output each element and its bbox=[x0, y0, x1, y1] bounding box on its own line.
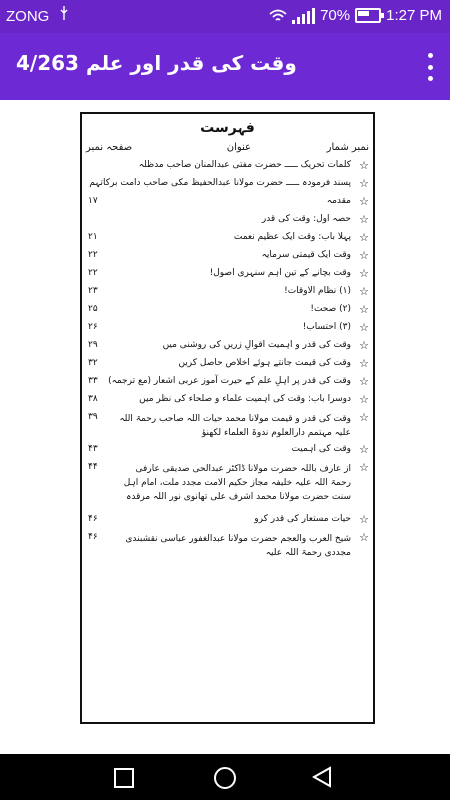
signal-icon bbox=[292, 8, 315, 24]
battery-percent: 70% bbox=[320, 7, 351, 24]
toc-list bbox=[88, 158, 369, 562]
toc-entry-title: وقت کی قدر و قیمت مولانا محمد حیات اللہ صاحب رحمۃ اللہ علیہ مہتمم دارالعلوم ندوۃ العلماء لکھنؤ bbox=[119, 414, 351, 438]
toc-entry-page: ۲۲ bbox=[88, 250, 98, 260]
toc-row bbox=[88, 392, 369, 410]
toc-entry-page: ۲۹ bbox=[88, 340, 98, 350]
star-icon: ☆ bbox=[359, 213, 369, 226]
page-title: 4/263 وقت کی قدر اور علم bbox=[16, 51, 297, 75]
star-icon: ☆ bbox=[359, 339, 369, 352]
toc-row bbox=[88, 338, 369, 356]
document-viewer[interactable] bbox=[0, 100, 450, 754]
scanned-page bbox=[80, 112, 375, 724]
column-header-title: عنوان bbox=[226, 142, 251, 153]
app-bar bbox=[0, 33, 450, 100]
toc-entry-title: (۲) صحت! bbox=[310, 304, 351, 314]
back-button[interactable] bbox=[312, 766, 332, 788]
toc-row bbox=[88, 460, 369, 512]
star-icon: ☆ bbox=[359, 195, 369, 208]
toc-row bbox=[88, 176, 369, 194]
toc-entry-title: پسند فرمودہ ـــــ حضرت مولانا عبدالحفیظ مکی صاحب دامت برکاتہم bbox=[89, 178, 351, 188]
toc-entry-title: وقت بچانے کے تین اہم سنہری اصول! bbox=[209, 268, 351, 278]
column-header-page: صفحہ نمبر bbox=[86, 142, 133, 153]
toc-heading: فہرست bbox=[200, 120, 255, 136]
toc-entry-page: ۴۴ bbox=[88, 462, 98, 472]
toc-row bbox=[88, 248, 369, 266]
star-icon: ☆ bbox=[359, 461, 369, 474]
overflow-menu-icon[interactable] bbox=[426, 53, 434, 81]
toc-entry-page: ۳۹ bbox=[88, 412, 98, 422]
toc-entry-page: ۲۱ bbox=[88, 232, 98, 242]
toc-entry-title: پہلا باب: وقت ایک عظیم نعمت bbox=[233, 232, 351, 242]
star-icon: ☆ bbox=[359, 513, 369, 526]
navigation-bar bbox=[0, 754, 450, 800]
toc-entry-title: حیات مستعار کی قدر کرو bbox=[254, 514, 351, 524]
toc-row bbox=[88, 374, 369, 392]
toc-entry-page: ۳۲ bbox=[88, 358, 98, 368]
star-icon: ☆ bbox=[359, 443, 369, 456]
recent-apps-button[interactable] bbox=[114, 768, 134, 788]
toc-row bbox=[88, 356, 369, 374]
star-icon: ☆ bbox=[359, 321, 369, 334]
toc-row bbox=[88, 266, 369, 284]
home-button[interactable] bbox=[214, 767, 236, 789]
usb-icon bbox=[60, 6, 68, 20]
star-icon: ☆ bbox=[359, 159, 369, 172]
toc-entry-page: ۲۲ bbox=[88, 268, 98, 278]
star-icon: ☆ bbox=[359, 249, 369, 262]
star-icon: ☆ bbox=[359, 531, 369, 544]
toc-entry-title: وقت کی اہمیت bbox=[291, 444, 351, 454]
toc-entry-page: ۴۶ bbox=[88, 532, 98, 542]
toc-entry-page: ۱۷ bbox=[88, 196, 98, 206]
toc-entry-title: وقت کی قیمت جانتے ہوئے اخلاص حاصل کریں bbox=[178, 358, 351, 368]
battery-icon bbox=[355, 8, 381, 23]
toc-row bbox=[88, 512, 369, 530]
toc-entry-page: ۲۳ bbox=[88, 286, 98, 296]
star-icon: ☆ bbox=[359, 375, 369, 388]
star-icon: ☆ bbox=[359, 393, 369, 406]
status-bar bbox=[0, 0, 450, 33]
toc-row bbox=[88, 230, 369, 248]
toc-row bbox=[88, 302, 369, 320]
carrier-name: ZONG bbox=[6, 8, 50, 25]
star-icon: ☆ bbox=[359, 357, 369, 370]
toc-entry-page: ۴۶ bbox=[88, 514, 98, 524]
toc-entry-title: (۳) احتساب! bbox=[302, 322, 351, 332]
toc-entry-title: وقت کی قدر و اہمیت اقوالِ زریں کی روشنی میں bbox=[162, 340, 351, 350]
star-icon: ☆ bbox=[359, 231, 369, 244]
toc-row bbox=[88, 410, 369, 442]
toc-column-headers bbox=[86, 142, 369, 156]
toc-row bbox=[88, 284, 369, 302]
star-icon: ☆ bbox=[359, 177, 369, 190]
toc-entry-title: (۱) نظام الاوقات! bbox=[284, 286, 351, 296]
column-header-number: نمبر شمار bbox=[326, 142, 369, 153]
toc-row bbox=[88, 158, 369, 176]
toc-entry-title: وقت کی قدر پر اہلِ علم کے حیرت آموز عربی اشعار (مع ترجمہ) bbox=[108, 376, 351, 386]
toc-entry-title: از عارف باللہ حضرت مولانا ڈاکٹر عبدالحی صدیقی عارفی رحمۃ اللہ علیہ خلیفہ مجاز حکیم الامت مجدد ملت، امام اہل سنت حضرت مولانا محمد اشرف علی تھانوی نور اللہ مرقدہ bbox=[123, 464, 351, 502]
toc-entry-page: ۳۸ bbox=[88, 394, 98, 404]
toc-entry-page: ۳۳ bbox=[88, 376, 98, 386]
toc-entry-title: شیخ العرب والعجم حضرت مولانا عبدالغفور عباسی نقشبندی مجددی رحمۃ اللہ علیہ bbox=[125, 534, 351, 558]
toc-entry-page: ۲۶ bbox=[88, 322, 98, 332]
toc-row bbox=[88, 530, 369, 562]
toc-entry-page: ۲۵ bbox=[88, 304, 98, 314]
toc-row bbox=[88, 442, 369, 460]
toc-entry-title: دوسرا باب: وقت کی اہمیت علماء و صلحاء کی نظر میں bbox=[139, 394, 351, 404]
toc-entry-title: وقت ایک قیمتی سرمایہ bbox=[261, 250, 351, 260]
toc-entry-title: حصہ اول: وقت کی قدر bbox=[261, 214, 351, 224]
clock: 1:27 PM bbox=[386, 7, 442, 24]
toc-row bbox=[88, 212, 369, 230]
toc-entry-title: مقدمہ bbox=[326, 196, 351, 206]
toc-entry-page: ۴۳ bbox=[88, 444, 98, 454]
toc-entry-title: کلمات تحریک ـــــ حضرت مفتی عبدالمنان صاحب مدظلہ bbox=[138, 160, 351, 170]
star-icon: ☆ bbox=[359, 411, 369, 424]
star-icon: ☆ bbox=[359, 285, 369, 298]
toc-row bbox=[88, 194, 369, 212]
wifi-icon bbox=[269, 9, 287, 23]
toc-row bbox=[88, 320, 369, 338]
star-icon: ☆ bbox=[359, 303, 369, 316]
star-icon: ☆ bbox=[359, 267, 369, 280]
